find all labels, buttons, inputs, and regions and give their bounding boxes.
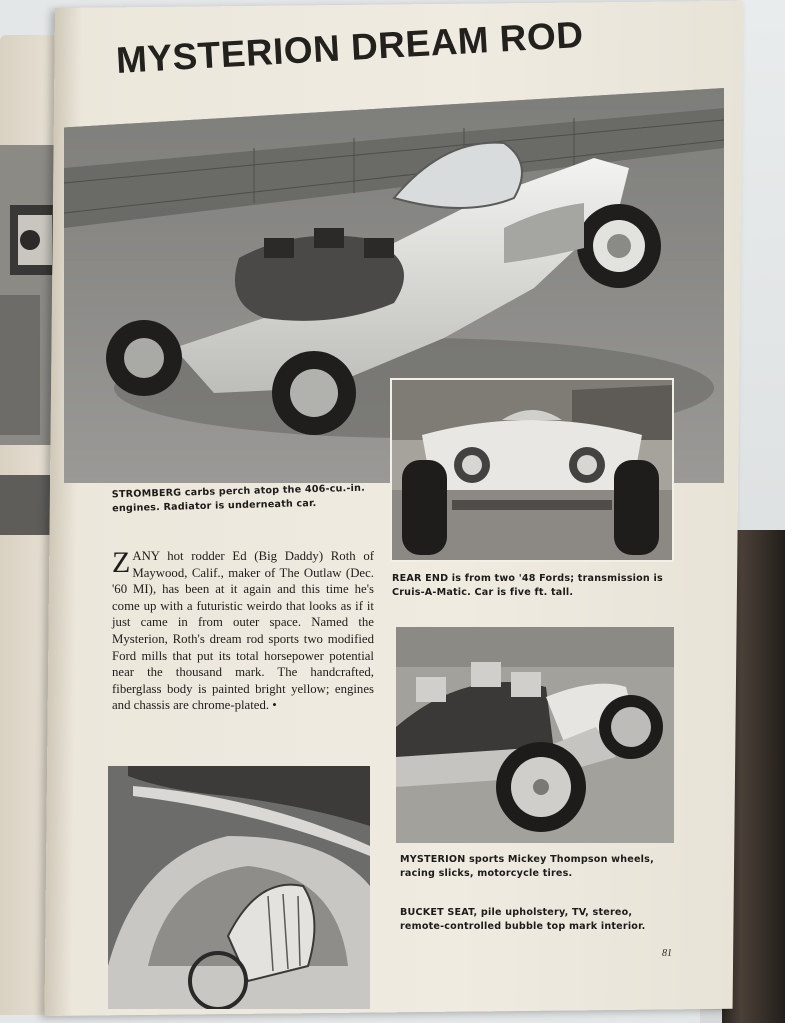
caption-mysterion: MYSTERION sports Mickey Thompson wheels, racing slicks, motorcycle tires. [400,854,654,879]
left-page-photo-bottom [0,475,50,535]
page-title: MYSTERION DREAM ROD [115,13,585,81]
caption-stromberg: STROMBERG carbs perch atop the 406-cu.-in. engines. Radiator is underneath car. [111,482,366,515]
bucket-seat-photo [108,766,370,1009]
article-drop-cap: Z [112,546,131,579]
caption-bucket-seat: BUCKET SEAT, pile upholstery, TV, stereo, remote-controlled bubble top mark interior. [400,907,646,932]
engine-wheels-photo [396,627,674,843]
rear-end-photo [390,378,674,562]
caption-rear-end: REAR END is from two '48 Fords; transmission is Cruis-A-Matic. Car is five ft. tall. [392,573,663,598]
page-number: 81 [662,948,672,959]
article-body [112,548,374,714]
article-body-text: ANY hot rodder Ed (Big Daddy) Roth of Maywood, Calif., maker of The Outlaw (Dec. '60 MI), has been at it again and this time he's come up with a futuristic weirdo that looks as if it just came in from outer space. Named the Mysterion, Roth's dream rod sports two modified Ford mills that put its total horsepower potential near the thousand mark. The handcrafted, fiberglass body is painted bright yellow; engines and chassis are chrome-plated. • [112,549,374,713]
